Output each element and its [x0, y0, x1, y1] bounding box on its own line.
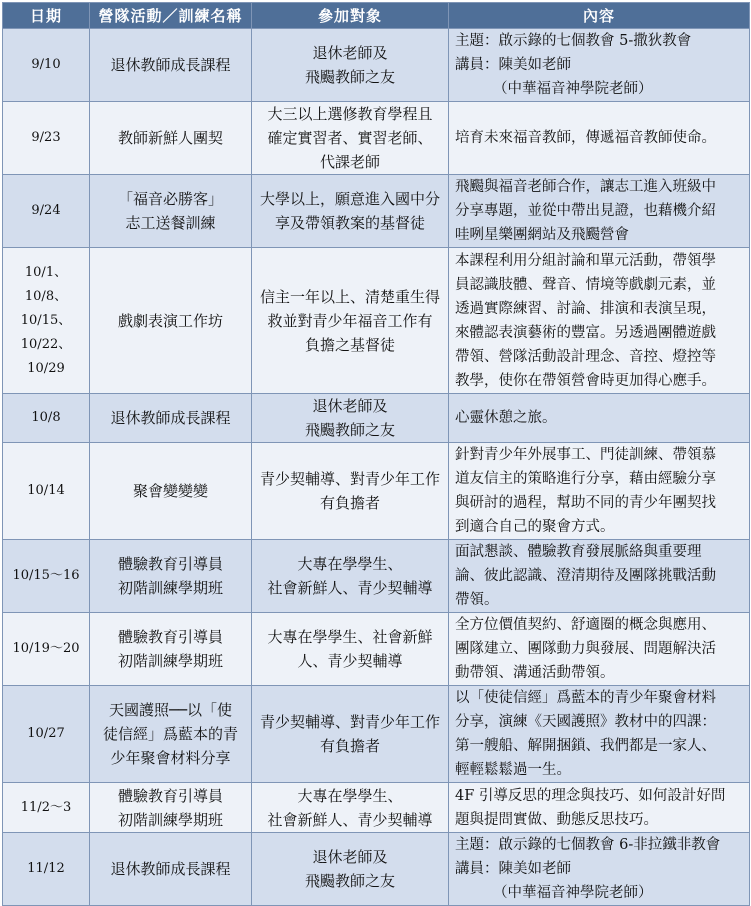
table-row: [3, 248, 750, 394]
audience-cell: [252, 686, 449, 783]
date-line: 10/1、: [24, 264, 68, 280]
content-cell: [449, 248, 750, 394]
date-line: 10/22、: [20, 336, 72, 352]
content-line: 道友信主的策略進行分享，藉由經驗分享: [455, 471, 716, 487]
date-line: 11/12: [27, 861, 65, 876]
content-cell: [449, 833, 750, 906]
date-cell: [3, 443, 90, 540]
content-cell: [449, 394, 750, 443]
activity-line: 體驗教育引導員: [117, 555, 223, 573]
activity-line: 初階訓練學期班: [117, 579, 223, 597]
audience-line: 青少契輔導、對青少年工作: [259, 713, 440, 731]
date-line: 11/2～3: [20, 799, 72, 815]
activity-cell: [90, 833, 252, 906]
content-cell: [449, 783, 750, 833]
activity-cell: [90, 102, 252, 175]
content-line: 講員：陳美如老師: [455, 57, 571, 73]
content-line: 以「使徒信經」爲藍本的青少年聚會材料: [455, 690, 716, 706]
content-line: 講員：陳美如老師: [455, 861, 571, 877]
audience-line: 飛颺教師之友: [304, 68, 395, 86]
date-line: 10/29: [27, 360, 65, 376]
audience-line: 大學以上，願意進入國中分: [259, 190, 440, 208]
date-cell: [3, 540, 90, 613]
audience-line: 負擔之基督徒: [304, 335, 395, 354]
content-line: 主題：啟示錄的七個教會 6-非拉鐵非教會: [455, 837, 721, 853]
activity-line: 聚會變變變: [132, 482, 208, 500]
header-activity: 營隊活動／訓練名稱: [90, 3, 252, 29]
audience-cell: [252, 443, 449, 540]
activity-line: 體驗教育引導員: [117, 628, 223, 646]
content-line: 題與提問實做、動態反思技巧。: [455, 811, 658, 828]
activity-cell: [90, 613, 252, 686]
activity-cell: [90, 443, 252, 540]
audience-cell: [252, 394, 449, 443]
content-line: 分享，演練《天國護照》教材中的四課：: [455, 714, 716, 730]
audience-line: 救並對青少年福音工作有: [267, 311, 433, 330]
audience-line: 飛颺教師之友: [304, 421, 395, 439]
activity-cell: [90, 175, 252, 248]
header-row: [3, 3, 750, 29]
content-line: 論、彼此認識、澄清期待及團隊挑戰活動: [455, 568, 716, 584]
content-line: 透過實際練習、討論、排演和表演呈現，: [455, 300, 716, 317]
content-line: 面試懇談、體驗教育發展脈絡與重要理: [455, 544, 702, 560]
content-line: 哇咧星樂團網站及飛颺營會: [455, 227, 629, 243]
date-line: 10/8、: [24, 288, 68, 304]
activity-line: 天國護照──以「使: [108, 701, 233, 719]
audience-line: 社會新鮮人、青少契輔導: [267, 810, 433, 829]
date-line: 10/19～20: [12, 641, 80, 656]
content-line: 心靈休憩之旅。: [455, 410, 557, 426]
audience-line: 退休老師及: [312, 397, 388, 415]
audience-cell: [252, 613, 449, 686]
content-line: 教學，使你在帶領營會時更加得心應手。: [455, 372, 716, 389]
activity-cell: [90, 29, 252, 102]
audience-line: 飛颺教師之友: [304, 872, 395, 890]
audience-cell: [252, 248, 449, 394]
date-line: 9/10: [31, 57, 61, 72]
content-line: 培育未來福音教師，傳遞福音教師使命。: [455, 130, 716, 146]
content-cell: [449, 613, 750, 686]
content-line: 員認識肢體、聲音、情境等戲劇元素，並: [455, 276, 716, 293]
date-line: 10/27: [27, 726, 65, 741]
audience-line: 代課老師: [319, 153, 380, 171]
table-row: [3, 783, 750, 833]
content-line: 針對青少年外展事工、門徒訓練、帶領慕: [455, 447, 716, 463]
header-content: 內容: [449, 3, 750, 29]
content-cell: [449, 686, 750, 783]
table-row: [3, 686, 750, 783]
date-line: 9/23: [31, 130, 61, 145]
content-line: （中華福音神學院老師）: [493, 81, 653, 97]
audience-cell: [252, 175, 449, 248]
activity-cell: [90, 686, 252, 783]
date-cell: [3, 833, 90, 906]
date-cell: [3, 102, 90, 175]
activity-line: 戲劇表演工作坊: [117, 311, 223, 330]
audience-line: 信主一年以上、清楚重生得: [259, 287, 440, 306]
date-cell: [3, 686, 90, 783]
audience-line: 大專在學學生、社會新鮮: [267, 628, 433, 646]
content-cell: [449, 540, 750, 613]
content-cell: [449, 175, 750, 248]
table-row: [3, 29, 750, 102]
date-line: 10/14: [27, 483, 65, 498]
activity-line: 少年聚會材料分享: [110, 749, 231, 767]
audience-line: 有負擔者: [319, 494, 380, 512]
activity-line: 退休教師成長課程: [110, 409, 231, 427]
table-row: [3, 394, 750, 443]
content-cell: [449, 29, 750, 102]
content-line: 動帶領、溝通活動帶領。: [455, 665, 615, 681]
activity-line: 徒信經」爲藍本的青: [102, 725, 238, 743]
audience-line: 大三以上選修教育學程且: [267, 105, 433, 123]
content-line: 團隊建立、團隊動力與發展、問題解決活: [455, 641, 716, 657]
table-row: [3, 175, 750, 248]
date-line: 10/15、: [20, 312, 72, 328]
audience-line: 大專在學學生、: [297, 555, 403, 573]
table-body: [3, 29, 750, 906]
audience-cell: [252, 783, 449, 833]
content-cell: [449, 102, 750, 175]
schedule-table: [2, 2, 750, 906]
audience-line: 社會新鮮人、青少契輔導: [267, 579, 433, 597]
content-line: 主題：啟示錄的七個教會 5-撒狄教會: [455, 33, 692, 49]
audience-cell: [252, 833, 449, 906]
date-cell: [3, 394, 90, 443]
activity-line: 退休教師成長課程: [110, 860, 231, 878]
date-line: 10/15～16: [12, 568, 80, 583]
table-row: [3, 540, 750, 613]
content-line: 與研討的過程，幫助不同的青少年團契找: [455, 495, 716, 511]
audience-line: 退休老師及: [312, 848, 388, 866]
audience-cell: [252, 29, 449, 102]
audience-line: 退休老師及: [312, 44, 388, 62]
header-audience: 參加對象: [252, 3, 449, 29]
audience-line: 青少契輔導、對青少年工作: [259, 470, 440, 488]
date-cell: [3, 29, 90, 102]
date-cell: [3, 248, 90, 394]
audience-line: 享及帶領教案的基督徒: [274, 214, 425, 232]
content-line: 4F 引導反思的理念與技巧、如何設計好問: [455, 787, 726, 804]
table-row: [3, 833, 750, 906]
content-line: 來體認表演藝術的豐富。另透過團體遊戲: [455, 324, 716, 341]
activity-line: 退休教師成長課程: [110, 56, 231, 74]
activity-cell: [90, 248, 252, 394]
activity-line: 「福音必勝客」: [117, 190, 223, 208]
activity-line: 志工送餐訓練: [125, 214, 216, 232]
date-cell: [3, 613, 90, 686]
date-line: 9/24: [31, 203, 61, 218]
activity-line: 初階訓練學期班: [117, 652, 223, 670]
content-line: 本課程利用分組討論和單元活動，帶領學: [455, 252, 716, 269]
activity-cell: [90, 540, 252, 613]
activity-line: 教師新鮮人團契: [117, 129, 223, 147]
content-line: 到適合自己的聚會方式。: [455, 519, 615, 535]
audience-line: 有負擔者: [319, 737, 380, 755]
content-line: 全方位價值契約、舒適圈的概念與應用、: [455, 617, 716, 633]
content-line: 輕輕鬆鬆過一生。: [455, 762, 571, 778]
activity-line: 體驗教育引導員: [117, 786, 223, 805]
date-cell: [3, 783, 90, 833]
content-line: 帶領、營隊活動設計理念、音控、燈控等: [455, 348, 716, 365]
content-line: 帶領。: [455, 592, 499, 608]
audience-line: 確定實習者、實習老師、: [267, 129, 433, 147]
audience-cell: [252, 102, 449, 175]
table-row: [3, 443, 750, 540]
table-row: [3, 102, 750, 175]
content-line: 第一艘船、解開捆鎖、我們都是一家人、: [455, 738, 716, 754]
content-line: 飛颺與福音老師合作，讓志工進入班級中: [455, 179, 716, 195]
activity-cell: [90, 783, 252, 833]
table-row: [3, 613, 750, 686]
content-line: 分享專題，並從中帶出見證，也藉機介紹: [455, 203, 716, 219]
audience-line: 人、青少契輔導: [297, 652, 403, 670]
date-cell: [3, 175, 90, 248]
header-date: 日期: [3, 3, 90, 29]
audience-cell: [252, 540, 449, 613]
date-line: 10/8: [31, 410, 61, 425]
content-line: （中華福音神學院老師）: [493, 885, 653, 901]
audience-line: 大專在學學生、: [297, 786, 403, 805]
activity-cell: [90, 394, 252, 443]
activity-line: 初階訓練學期班: [117, 810, 223, 829]
content-cell: [449, 443, 750, 540]
